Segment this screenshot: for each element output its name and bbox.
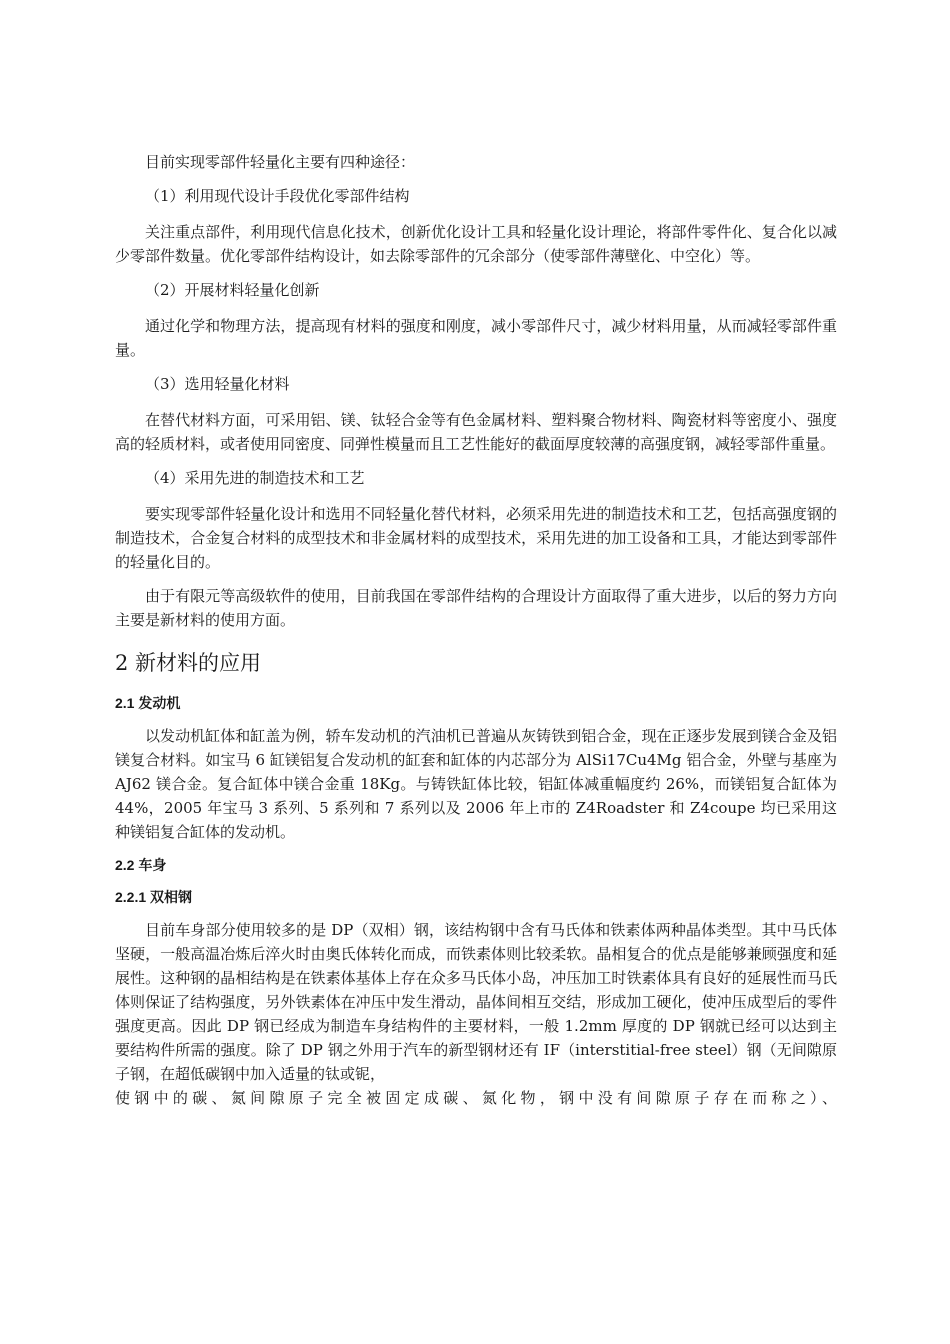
approach-1-body: 关注重点部件，利用现代信息化技术，创新优化设计工具和轻量化设计理论，将部件零件化、复合化以减少零部件数量。优化零部件结构设计，如去除零部件的冗余部分（使零部件薄壁化、中空化）等。 xyxy=(115,223,837,265)
section-2-1-heading: 2.1 发动机 xyxy=(115,695,181,711)
dual-phase-steel-last-line: 使钢中的碳、氮间隙原子完全被固定成碳、氮化物，钢中没有间隙原子存在而称之）、 xyxy=(115,1089,837,1107)
approach-3-heading: （3）选用轻量化材料 xyxy=(145,375,290,393)
document-page xyxy=(115,150,837,1110)
approach-2-body: 通过化学和物理方法，提高现有材料的强度和刚度，减小零部件尺寸，减少材料用量，从而减轻零部件重量。 xyxy=(115,317,837,359)
section-2-title: 2 新材料的应用 xyxy=(115,651,262,675)
approach-2-heading: （2）开展材料轻量化创新 xyxy=(145,281,320,299)
approach-1-heading: （1）利用现代设计手段优化零部件结构 xyxy=(145,187,410,205)
dual-phase-steel-paragraph: 目前车身部分使用较多的是 DP（双相）钢，该结构钢中含有马氏体和铁素体两种晶体类型。其中马氏体坚硬，一般高温冶炼后淬火时由奥氏体转化而成，而铁素体则比较柔软。晶相复合的优点是能够兼顾强度和延展性。这种钢的晶相结构是在铁素体基体上存在众多马氏体小岛，冲压加工时铁素体具有良好的延展性而马氏体则保证了结构强度，另外铁素体在冲压中发生滑动，晶体间相互交结，形成加工硬化，使冲压成型后的零件强度更高。因此 DP 钢已经成为制造车身结构件的主要材料，一般 1.2mm 厚度的 DP 钢就已经可以达到主要结构件所需的强度。除了 DP 钢之外用于汽车的新型钢材还有 IF（interstitial-free steel）钢（无间隙原子钢，在超低碳钢中加入适量的钛或铌， xyxy=(115,921,837,1083)
intro-paragraph: 目前实现零部件轻量化主要有四种途径： xyxy=(145,153,416,171)
summary-paragraph: 由于有限元等高级软件的使用，目前我国在零部件结构的合理设计方面取得了重大进步，以后的努力方向主要是新材料的使用方面。 xyxy=(115,587,837,629)
approach-4-body: 要实现零部件轻量化设计和选用不同轻量化替代材料，必须采用先进的制造技术和工艺，包括高强度钢的制造技术，合金复合材料的成型技术和非金属材料的成型技术，采用先进的加工设备和工具，才能达到零部件的轻量化目的。 xyxy=(115,505,837,571)
section-2-2-heading: 2.2 车身 xyxy=(115,857,167,873)
engine-paragraph: 以发动机缸体和缸盖为例，轿车发动机的汽油机已普遍从灰铸铁到铝合金，现在正逐步发展到镁合金及铝镁复合材料。如宝马 6 缸镁铝复合发动机的缸套和缸体的内芯部分为 AlSi17Cu4Mg 铝合金，外壁与基座为 AJ62 镁合金。复合缸体中镁合金重 18Kg。与铸铁缸体比较，铝缸体减重幅度约 26%，而镁铝复合缸体为 44%，2005 年宝马 3 系列、5 系列和 7 系列以及 2006 年上市的 Z4Roadster 和 Z4coupe 均已采用这种镁铝复合缸体的发动机。 xyxy=(115,727,837,841)
approach-4-heading: （4）采用先进的制造技术和工艺 xyxy=(145,469,365,487)
section-2-2-1-heading: 2.2.1 双相钢 xyxy=(115,889,193,905)
approach-3-body: 在替代材料方面，可采用铝、镁、钛轻合金等有色金属材料、塑料聚合物材料、陶瓷材料等密度小、强度高的轻质材料，或者使用同密度、同弹性模量而且工艺性能好的截面厚度较薄的高强度钢，减轻零部件重量。 xyxy=(115,411,837,453)
